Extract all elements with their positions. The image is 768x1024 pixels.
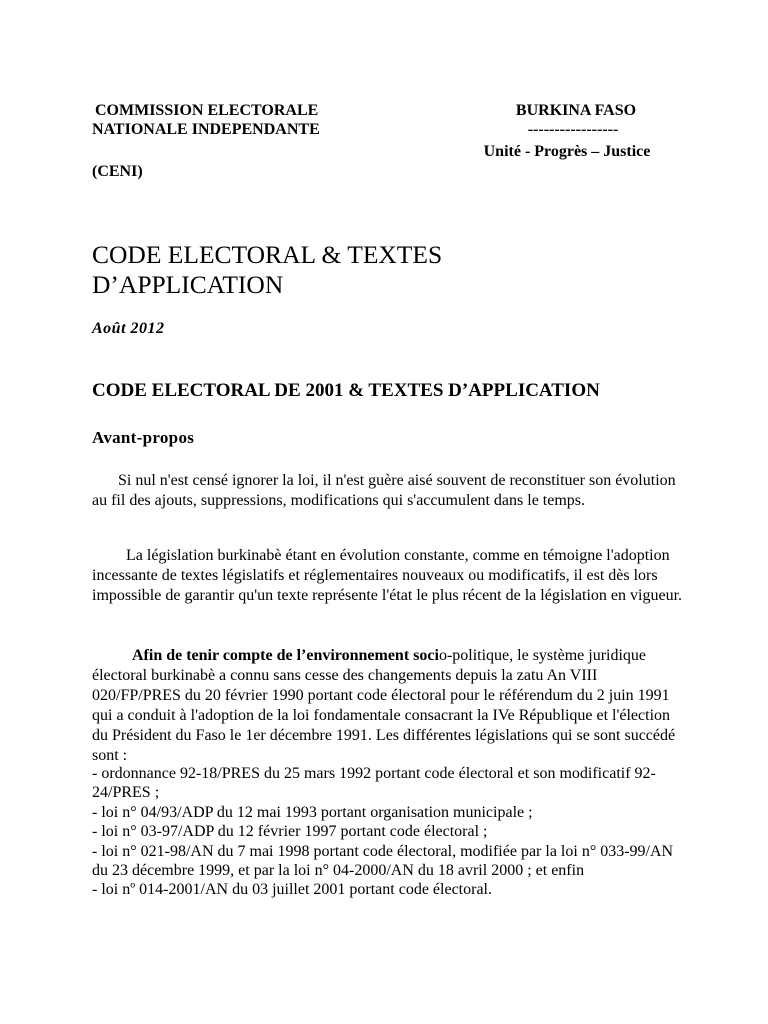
paragraph-1: Si nul n'est censé ignorer la loi, il n'est guère aisé souvent de reconstituer son évolution au fil des ajouts, suppressions, modifications qui s'accumulent dans le temps. [92, 472, 676, 509]
issuer-block [92, 101, 320, 139]
document-title-line-1: CODE ELECTORAL & TEXTES [92, 240, 443, 269]
issuer-abbreviation: (CENI) [92, 163, 143, 180]
list-item: - loi nº 014-2001/AN du 03 juillet 2001 portant code électoral. [92, 881, 492, 899]
list-item: - ordonnance 92-18/PRES du 25 mars 1992 portant code électoral et son modificatif 92-24/PRES ; [92, 765, 656, 802]
list-item: - loi n° 03-97/ADP du 12 février 1997 portant code électoral ; [92, 823, 488, 841]
country-motto: Unité - Progrès – Justice [483, 143, 651, 160]
document-title-line-2: D’APPLICATION [92, 270, 284, 299]
country-separator: ----------------- [527, 121, 619, 138]
legislation-list [92, 764, 692, 900]
country-block [462, 101, 672, 158]
document-date: Août 2012 [92, 320, 165, 337]
section-heading: Avant-propos [92, 428, 195, 447]
paragraph-3-lead: Afin de tenir compte de l’environnement soci [132, 647, 439, 664]
country-name: BURKINA FASO [515, 102, 637, 119]
paragraph-2: La législation burkinabè étant en évolution constante, comme en témoigne l'adoption incessante de textes législatifs et réglementaires nouveaux ou modificatifs, il est dès lors impossible de garantir qu'un texte représente l'état le plus récent de la législation en vigueur. [92, 547, 683, 604]
document-title [92, 240, 442, 300]
paragraph-3-text: o-politique, le système juridique électoral burkinabè a connu sans cesse des changements depuis la zatu An VIII 020/FP/PRES du 20 février 1990 portant code électoral pour le référendum du 2 juin 1991 qui a conduit à l'adoption de la loi fondamentale consacrant la IVe République et l'élection du Président du Faso le 1er décembre 1991. Les différentes législations qui se sont succédé sont : [92, 647, 676, 764]
issuer-line-2: NATIONALE INDEPENDANTE [92, 121, 320, 138]
issuer-line-1: COMMISSION ELECTORALE [95, 102, 319, 119]
list-item: - loi n° 04/93/ADP du 12 mai 1993 portant organisation municipale ; [92, 803, 533, 821]
document-subtitle: CODE ELECTORAL DE 2001 & TEXTES D’APPLICATION [92, 380, 600, 401]
paragraph-3 [92, 646, 682, 766]
list-item: - loi n° 021-98/AN du 7 mai 1998 portant code électoral, modifiée par la loi n° 033-99/AN du 23 décembre 1999, et par la loi n° 04-2000/AN du 18 avril 2000 ; et enfin [92, 842, 674, 880]
